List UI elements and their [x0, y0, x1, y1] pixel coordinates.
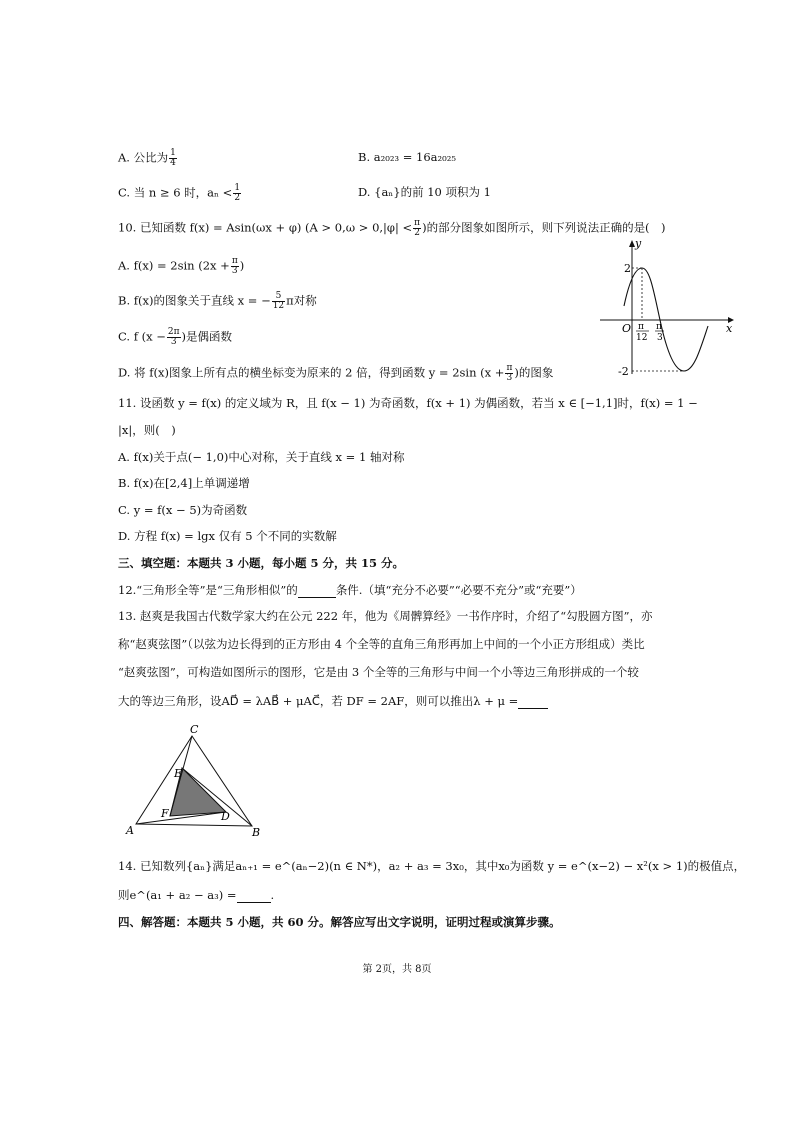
- q14-line2: 则e^(a₁ + a₂ − a₃) = .: [118, 888, 275, 902]
- section-3-heading: 三、填空题：本题共 3 小题，每小题 5 分，共 15 分。: [118, 556, 405, 570]
- origin-label: O: [622, 322, 632, 335]
- q13-line2: 称“赵爽弦图”（以弦为边长得到的正方形由 4 个全等的直角三角形再加上中间的一个小正方形组成）类比: [118, 637, 645, 651]
- fraction: $\frac{1}{4}$: [170, 148, 176, 168]
- label-b: B: [252, 826, 261, 838]
- tick2-num: π: [656, 322, 662, 332]
- q11-option-d: D. 方程 f(x) = lgx 仅有 5 个不同的实数解: [118, 529, 337, 543]
- answer-blank: [518, 692, 548, 709]
- page-footer: 第 2页，共 8页: [362, 964, 432, 975]
- answer-blank: [237, 886, 271, 903]
- q10-option-a: A. f(x) = 2sin (2x + $\frac{\pi}{3}$ ): [118, 256, 245, 276]
- fraction: $\frac{5}{12}$: [272, 291, 285, 311]
- q13-line3: “赵爽弦图”，可构造如图所示的图形，它是由 3 个全等的三角形与中间一个小等边三角形拼成的一个较: [118, 665, 639, 679]
- q11-stem-line2: |x|，则( ): [118, 423, 176, 437]
- q9-option-b: B. a₂₀₂₃ = 16a₂₀₂₅: [358, 150, 456, 164]
- y-min-label: -2: [618, 365, 629, 378]
- fraction: $\frac{\pi}{2}$: [414, 218, 421, 238]
- label-f: F: [161, 807, 169, 820]
- tick2-den: 3: [657, 333, 663, 343]
- q11-option-b: B. f(x)在[2,4]上单调递增: [118, 476, 250, 490]
- y-max-label: 2: [624, 262, 631, 275]
- q11-option-a: A. f(x)关于点(− 1,0)中心对称，关于直线 x = 1 轴对称: [118, 450, 405, 464]
- fraction: $\frac{\pi}{3}$: [231, 256, 238, 276]
- section-4-heading: 四、解答题：本题共 5 小题，共 60 分。解答应写出文字说明，证明过程或演算步骤。: [118, 915, 561, 929]
- tick1-num: π: [638, 322, 644, 332]
- tick1-den: 12: [636, 333, 648, 343]
- q10-stem: 10. 已知函数 f(x) = Asin(ωx + φ) (A > 0,ω > 0,|φ| < $\frac{\pi}{2}$ )的部分图象如图所示，则下列说法正确的是( ): [118, 218, 666, 238]
- q12: 12.“三角形全等”是“三角形相似”的 条件.（填“充分不必要”“必要不充分”或“充要”）: [118, 583, 582, 597]
- label-e: E: [174, 767, 183, 780]
- label-c: C: [190, 723, 199, 736]
- label-a: A: [126, 824, 134, 837]
- q11-stem-line1: 11. 设函数 y = f(x) 的定义域为 R，且 f(x − 1) 为奇函数，f(x + 1) 为偶函数，若当 x ∈ [−1,1]时，f(x) = 1 −: [118, 396, 698, 410]
- q10-option-c: C. f (x − $\frac{2\pi}{3}$ )是偶函数: [118, 327, 233, 347]
- q14-line1: 14. 已知数列{aₙ}满足aₙ₊₁ = e^(aₙ−2)(n ∈ N*)，a₂ + a₃ = 3x₀，其中x₀为函数 y = e^(x−2) − x²(x > 1)的极值点，: [118, 859, 746, 873]
- fraction: $\frac{\pi}{3}$: [506, 363, 513, 383]
- q9-option-c: C. 当 n ≥ 6 时，aₙ < $\frac{1}{2}$: [118, 183, 241, 203]
- triangle-figure: [122, 722, 272, 838]
- label-d: D: [221, 810, 230, 823]
- q9-option-a: A. 公比为 $\frac{1}{4}$: [118, 148, 176, 168]
- q9-option-d: D. {aₙ}的前 10 项积为 1: [358, 185, 492, 199]
- q13-line4: 大的等边三角形，设AD⃗ = λAB⃗ + μAC⃗，若 DF = 2AF，则可以推出λ + μ =: [118, 692, 548, 709]
- q11-option-c: C. y = f(x − 5)为奇函数: [118, 503, 248, 517]
- sine-graph: [596, 238, 736, 378]
- answer-blank: [298, 581, 336, 598]
- fraction: $\frac{2\pi}{3}$: [167, 327, 180, 347]
- y-axis-label: y: [635, 238, 642, 250]
- q10-option-d: D. 将 f(x)图象上所有点的横坐标变为原来的 2 倍，得到函数 y = 2sin (x + $\frac{\pi}{3}$ )的图象: [118, 363, 554, 383]
- x-axis-label: x: [726, 322, 733, 335]
- fraction: $\frac{1}{2}$: [234, 183, 241, 203]
- q13-line1: 13. 赵爽是我国古代数学家大约在公元 222 年，他为《周髀算经》一书作序时，介绍了“勾股圆方图”，亦: [118, 609, 653, 623]
- q10-option-b: B. f(x)的图象关于直线 x = − $\frac{5}{12}$ π对称: [118, 291, 317, 311]
